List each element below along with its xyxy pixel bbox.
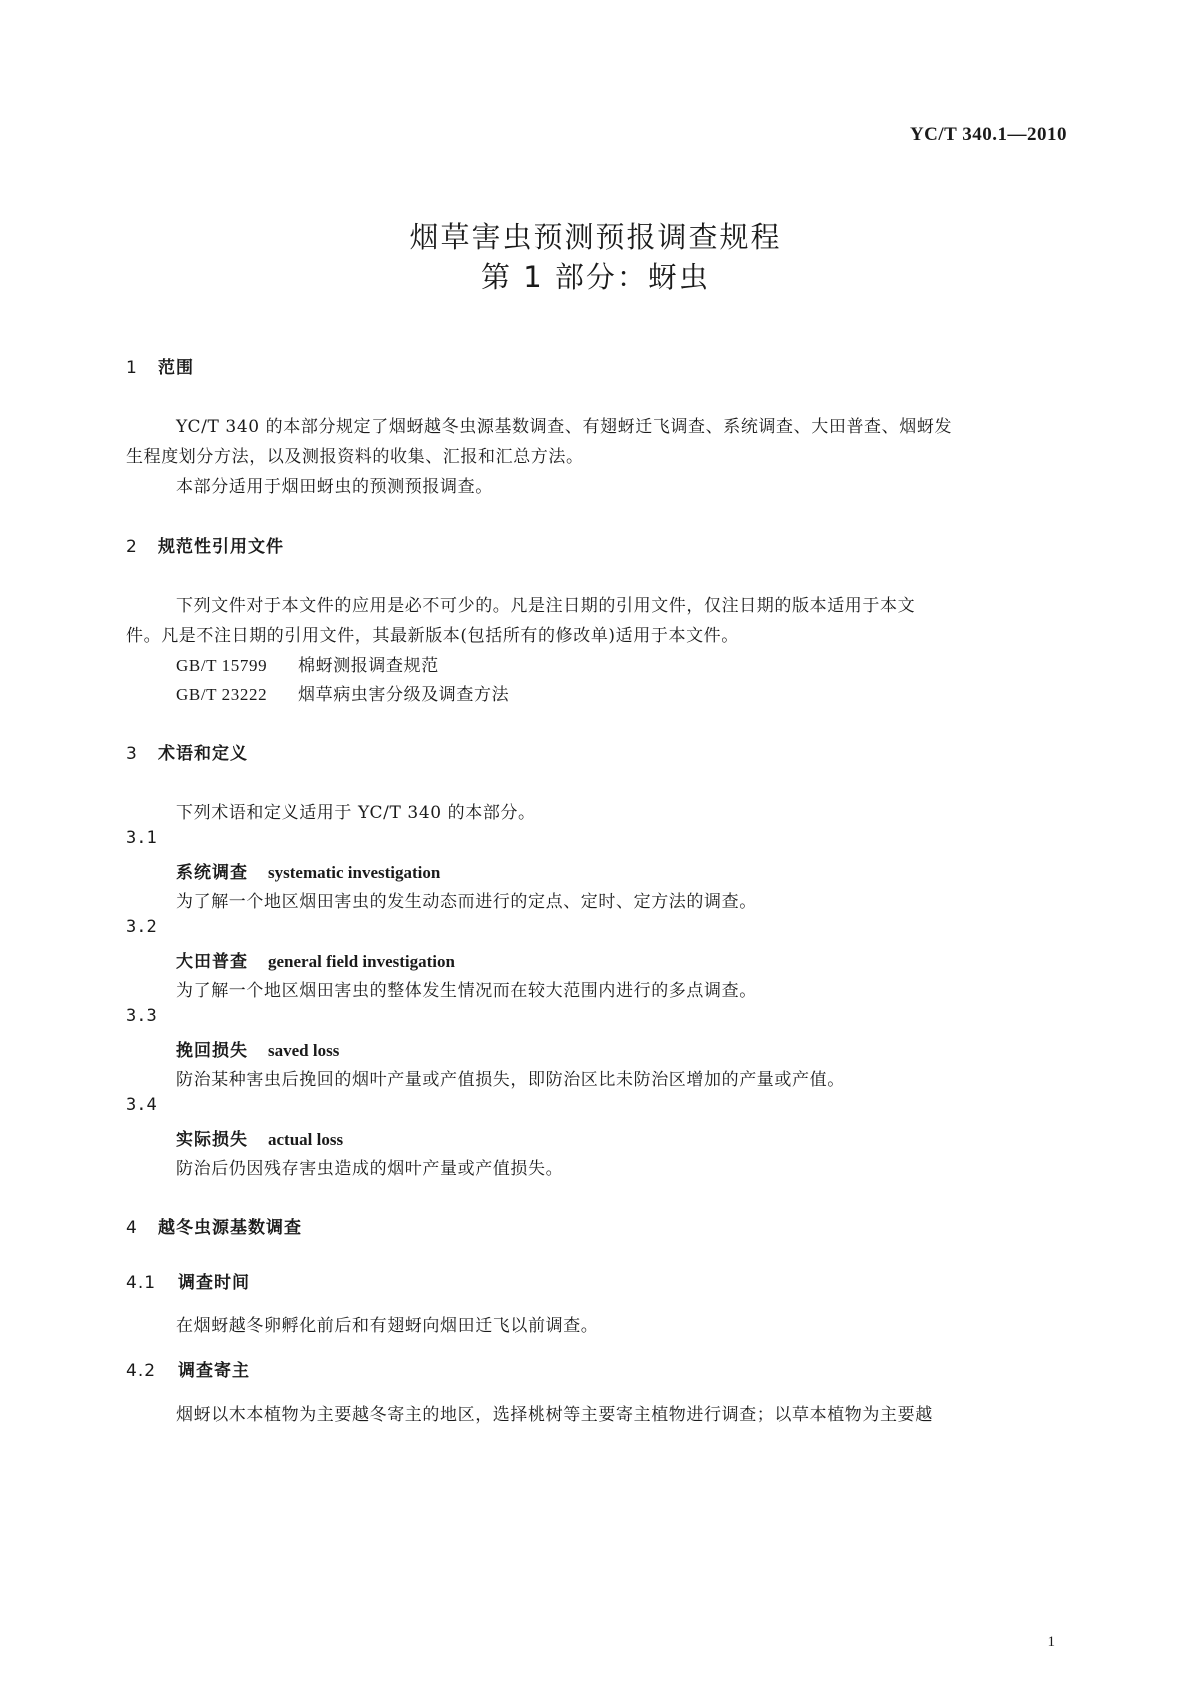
- reference-name: 棉蚜测报调查规范: [298, 656, 439, 676]
- standard-number: YC/T 340.1—2010: [909, 124, 1067, 145]
- term-chinese: 挽回损失: [176, 1041, 248, 1061]
- section-number: 4: [126, 1218, 138, 1238]
- term-definition: 为了解一个地区烟田害虫的发生动态而进行的定点、定时、定方法的调查。: [176, 892, 757, 912]
- term-definition: 防治后仍因残存害虫造成的烟叶产量或产值损失。: [176, 1159, 564, 1179]
- paragraph-line: 生程度划分方法，以及测报资料的收集、汇报和汇总方法。: [126, 447, 584, 467]
- term-definition: 防治某种害虫后挽回的烟叶产量或产值损失，即防治区比未防治区增加的产量或产值。: [176, 1070, 845, 1090]
- term-heading: [176, 1036, 339, 1061]
- section-title: 越冬虫源基数调查: [158, 1218, 302, 1238]
- term-heading: [176, 947, 455, 972]
- subsection-number: 4.2: [126, 1361, 157, 1381]
- paragraph-line: 下列文件对于本文件的应用是必不可少的。凡是注日期的引用文件，仅注日期的版本适用于本文: [176, 596, 916, 616]
- paragraph-line: 件。凡是不注日期的引用文件，其最新版本(包括所有的修改单)适用于本文件。: [126, 626, 739, 646]
- term-number: 3.1: [126, 828, 157, 848]
- reference-code: GB/T 23222: [176, 685, 268, 704]
- term-heading: [176, 1125, 343, 1150]
- term-chinese: 大田普查: [176, 952, 248, 972]
- subsection-heading-4-1: [126, 1268, 250, 1293]
- subsection-title: 调查寄主: [178, 1361, 250, 1381]
- term-number: 3.4: [126, 1095, 157, 1115]
- reference-name: 烟草病虫害分级及调查方法: [298, 685, 510, 705]
- reference-item: [176, 651, 439, 676]
- paragraph-line: YC/T 340 的本部分规定了烟蚜越冬虫源基数调查、有翅蚜迁飞调查、系统调查、大田普查、烟蚜发: [176, 417, 953, 437]
- section-title: 术语和定义: [158, 744, 248, 764]
- term-heading: [176, 858, 440, 883]
- subsection-heading-4-2: [126, 1356, 250, 1381]
- page-number: 1: [1047, 1634, 1055, 1650]
- reference-code: GB/T 15799: [176, 656, 268, 675]
- term-english: general field investigation: [268, 952, 455, 971]
- section-number: 2: [126, 537, 138, 557]
- document-subtitle: 第 1 部分：蚜虫: [481, 260, 710, 294]
- term-english: actual loss: [268, 1130, 344, 1149]
- subsection-number: 4.1: [126, 1273, 157, 1293]
- term-english: systematic investigation: [268, 863, 441, 882]
- term-chinese: 系统调查: [176, 863, 248, 883]
- section-heading-4: [126, 1213, 302, 1238]
- term-number: 3.2: [126, 917, 157, 937]
- section-title: 范围: [158, 358, 194, 378]
- reference-item: [176, 680, 509, 705]
- subsection-title: 调查时间: [178, 1273, 250, 1293]
- section-number: 3: [126, 744, 138, 764]
- section-heading-3: [126, 739, 248, 764]
- term-definition: 为了解一个地区烟田害虫的整体发生情况而在较大范围内进行的多点调查。: [176, 981, 757, 1001]
- term-number: 3.3: [126, 1006, 157, 1026]
- section-heading-1: [126, 353, 194, 378]
- paragraph: 在烟蚜越冬卵孵化前后和有翅蚜向烟田迁飞以前调查。: [176, 1316, 599, 1336]
- paragraph: 本部分适用于烟田蚜虫的预测预报调查。: [176, 477, 493, 497]
- paragraph: 烟蚜以木本植物为主要越冬寄主的地区，选择桃树等主要寄主植物进行调查；以草本植物为主要越: [176, 1405, 933, 1425]
- term-chinese: 实际损失: [176, 1130, 248, 1150]
- document-title: 烟草害虫预测预报调查规程: [409, 220, 782, 254]
- section-number: 1: [126, 358, 138, 378]
- section-title: 规范性引用文件: [158, 537, 284, 557]
- section-heading-2: [126, 532, 284, 557]
- paragraph: 下列术语和定义适用于 YC/T 340 的本部分。: [176, 803, 536, 823]
- term-english: saved loss: [268, 1041, 340, 1060]
